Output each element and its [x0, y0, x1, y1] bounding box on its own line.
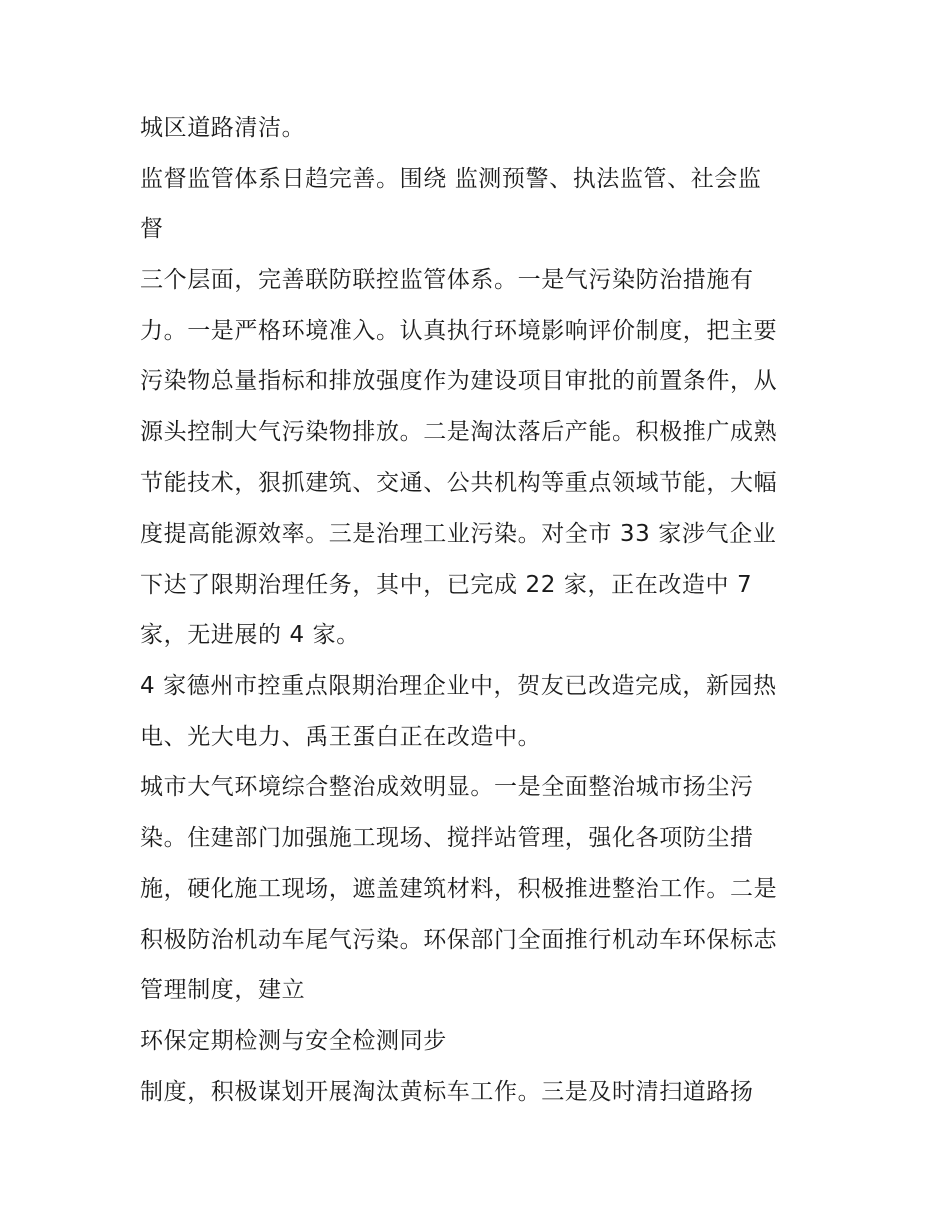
text-line: 下达了限期治理任务，其中，已完成 22 家，正在改造中 7 [140, 572, 753, 598]
text-line: 城区道路清洁。 [140, 115, 306, 141]
text-line: 节能技术，狠抓建筑、交通、公共机构等重点领域节能，大幅 [140, 470, 778, 496]
text-line: 4 家德州市控重点限期治理企业中，贺友已改造完成，新园热 [140, 673, 777, 699]
text-line: 施，硬化施工现场，遮盖建筑材料，积极推进整治工作。二是 [140, 876, 778, 902]
text-line: 城市大气环境综合整治成效明显。一是全面整治城市扬尘污 [140, 774, 754, 800]
text-line: 管理制度，建立 [140, 977, 306, 1003]
text-line: 监督监管体系日趋完善。围绕 监测预警、执法监管、社会监 [140, 166, 762, 192]
text-line: 污染物总量指标和排放强度作为建设项目审批的前置条件，从 [140, 368, 778, 394]
text-line: 督 [140, 216, 164, 242]
text-line: 制度，积极谋划开展淘汰黄标车工作。三是及时清扫道路扬 [140, 1079, 754, 1105]
text-line: 力。一是严格环境准入。认真执行环境影响评价制度，把主要 [140, 318, 778, 344]
text-line: 环保定期检测与安全检测同步 [140, 1028, 447, 1054]
text-line: 三个层面，完善联防联控监管体系。一是气污染防治措施有 [140, 267, 754, 293]
text-line: 源头控制大气污染物排放。二是淘汰落后产能。积极推广成熟 [140, 419, 778, 445]
text-line: 染。住建部门加强施工现场、搅拌站管理，强化各项防尘措 [140, 825, 754, 851]
text-line: 积极防治机动车尾气污染。环保部门全面推行机动车环保标志 [140, 927, 778, 953]
text-line: 度提高能源效率。三是治理工业污染。对全市 33 家涉气企业 [140, 521, 777, 547]
text-line: 家，无进展的 4 家。 [140, 622, 360, 648]
text-line: 电、光大电力、禹王蛋白正在改造中。 [140, 724, 542, 750]
